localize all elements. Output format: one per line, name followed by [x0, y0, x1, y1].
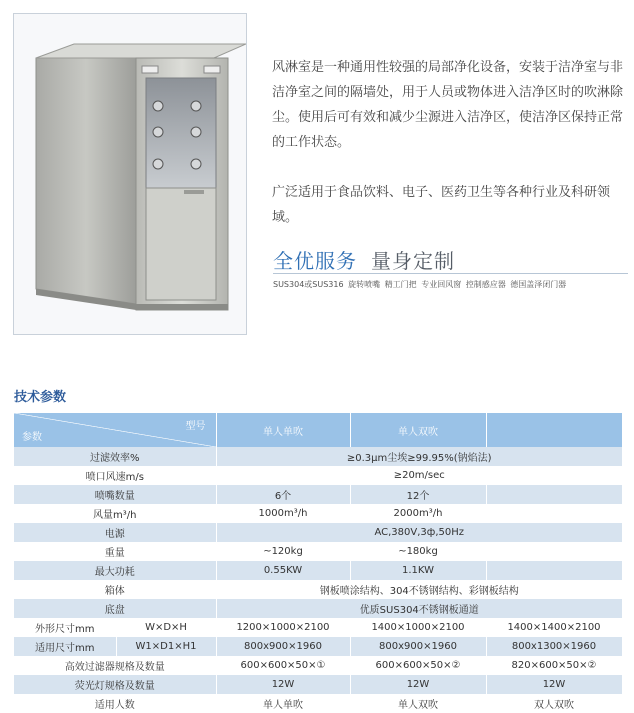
row-value-3: 800x1300×1960 — [486, 637, 622, 656]
row-value-span: ≥0.3μm尘埃≥99.95%(钠焰法) — [216, 447, 622, 466]
row-value-2: 12W — [350, 675, 486, 694]
row-value-1: 1000m³/h — [216, 504, 350, 523]
row-value-3 — [486, 542, 622, 561]
table-row — [14, 561, 622, 580]
row-sublabel: W×D×H — [116, 618, 216, 637]
slogan-part-1: 全优服务 — [273, 249, 357, 273]
slogan-divider — [273, 273, 628, 274]
row-label: 喷嘴数量 — [14, 485, 216, 504]
row-label: 过滤效率% — [14, 447, 216, 466]
row-value-span: ≥20m/sec — [216, 466, 622, 485]
row-value-2: 600×600×50×② — [350, 656, 486, 675]
row-label: 底盘 — [14, 599, 216, 618]
header-corner-cell — [14, 413, 216, 447]
row-value-3: 820×600×50×② — [486, 656, 622, 675]
row-value-span: 优质SUS304不锈钢板通道 — [216, 599, 622, 618]
spec-table — [14, 413, 623, 713]
header-col-1: 单人单吹 — [216, 413, 350, 447]
header-param-label: 参数 — [22, 432, 42, 443]
row-value-3 — [486, 504, 622, 523]
intro-paragraph-2: 广泛适用于食品饮料、电子、医药卫生等各种行业及科研领域。 — [272, 185, 611, 225]
row-value-span: AC,380V,3ф,50Hz — [216, 523, 622, 542]
air-shower-illustration — [14, 14, 246, 334]
row-label: 适用人数 — [14, 694, 216, 713]
header-col-3 — [486, 413, 622, 447]
row-label: 外形尺寸mm — [14, 618, 116, 637]
row-value-1: ~120kg — [216, 542, 350, 561]
table-row — [14, 675, 622, 694]
row-label: 重量 — [14, 542, 216, 561]
row-value-3 — [486, 485, 622, 504]
row-value-1: 1200×1000×2100 — [216, 618, 350, 637]
row-label: 风量m³/h — [14, 504, 216, 523]
row-value-1: 6个 — [216, 485, 350, 504]
row-value-2: 2000m³/h — [350, 504, 486, 523]
row-value-2: 12个 — [350, 485, 486, 504]
row-value-3: 1400×1400×2100 — [486, 618, 622, 637]
table-header-row — [14, 413, 622, 447]
section-title: 技术参数 — [14, 390, 67, 405]
row-value-1: 0.55KW — [216, 561, 350, 580]
row-value-span: 钢板喷涂结构、304不锈钢结构、彩钢板结构 — [216, 580, 622, 599]
row-value-3 — [486, 561, 622, 580]
table-row — [14, 618, 622, 637]
table-row — [14, 694, 622, 713]
table-row — [14, 580, 622, 599]
table-row — [14, 466, 622, 485]
row-label: 电源 — [14, 523, 216, 542]
spec-table-body — [14, 447, 622, 713]
row-value-3: 双人双吹 — [486, 694, 622, 713]
row-value-1: 800x900×1960 — [216, 637, 350, 656]
row-value-2: ~180kg — [350, 542, 486, 561]
row-sublabel: W1×D1×H1 — [116, 637, 216, 656]
slogan — [273, 245, 455, 274]
table-row — [14, 447, 622, 466]
row-label: 最大功耗 — [14, 561, 216, 580]
slogan-part-2: 量身定制 — [371, 249, 455, 273]
row-value-1: 单人单吹 — [216, 694, 350, 713]
table-row — [14, 542, 622, 561]
row-label: 喷口风速m/s — [14, 466, 216, 485]
table-row — [14, 599, 622, 618]
row-label: 高效过滤器规格及数量 — [14, 656, 216, 675]
table-row — [14, 656, 622, 675]
row-label: 适用尺寸mm — [14, 637, 116, 656]
row-label: 箱体 — [14, 580, 216, 599]
row-value-2: 1400×1000×2100 — [350, 618, 486, 637]
intro-paragraph-1: 风淋室是一种通用性较强的局部净化设备，安装于洁净室与非洁净室之间的隔墙处，用于人员或物体进入洁净区时的吹淋除尘。使用后可有效和减少尘源进入洁净区，使洁净区保持正常的工作状态。 — [272, 60, 624, 150]
header-col-2: 单人双吹 — [350, 413, 486, 447]
row-value-1: 600×600×50×① — [216, 656, 350, 675]
table-row — [14, 523, 622, 542]
table-row — [14, 504, 622, 523]
row-value-2: 800x900×1960 — [350, 637, 486, 656]
row-value-1: 12W — [216, 675, 350, 694]
table-row — [14, 485, 622, 504]
product-photo — [13, 13, 247, 335]
table-row — [14, 637, 622, 656]
header-model-label: 型号 — [185, 421, 206, 432]
row-value-2: 单人双吹 — [350, 694, 486, 713]
row-value-2: 1.1KW — [350, 561, 486, 580]
row-label: 荧光灯规格及数量 — [14, 675, 216, 694]
row-value-3: 12W — [486, 675, 622, 694]
feature-list: SUS304或SUS316 旋转喷嘴 精工门把 专业回风窗 控制感应器 德国盖泽闭门器 — [273, 280, 567, 289]
